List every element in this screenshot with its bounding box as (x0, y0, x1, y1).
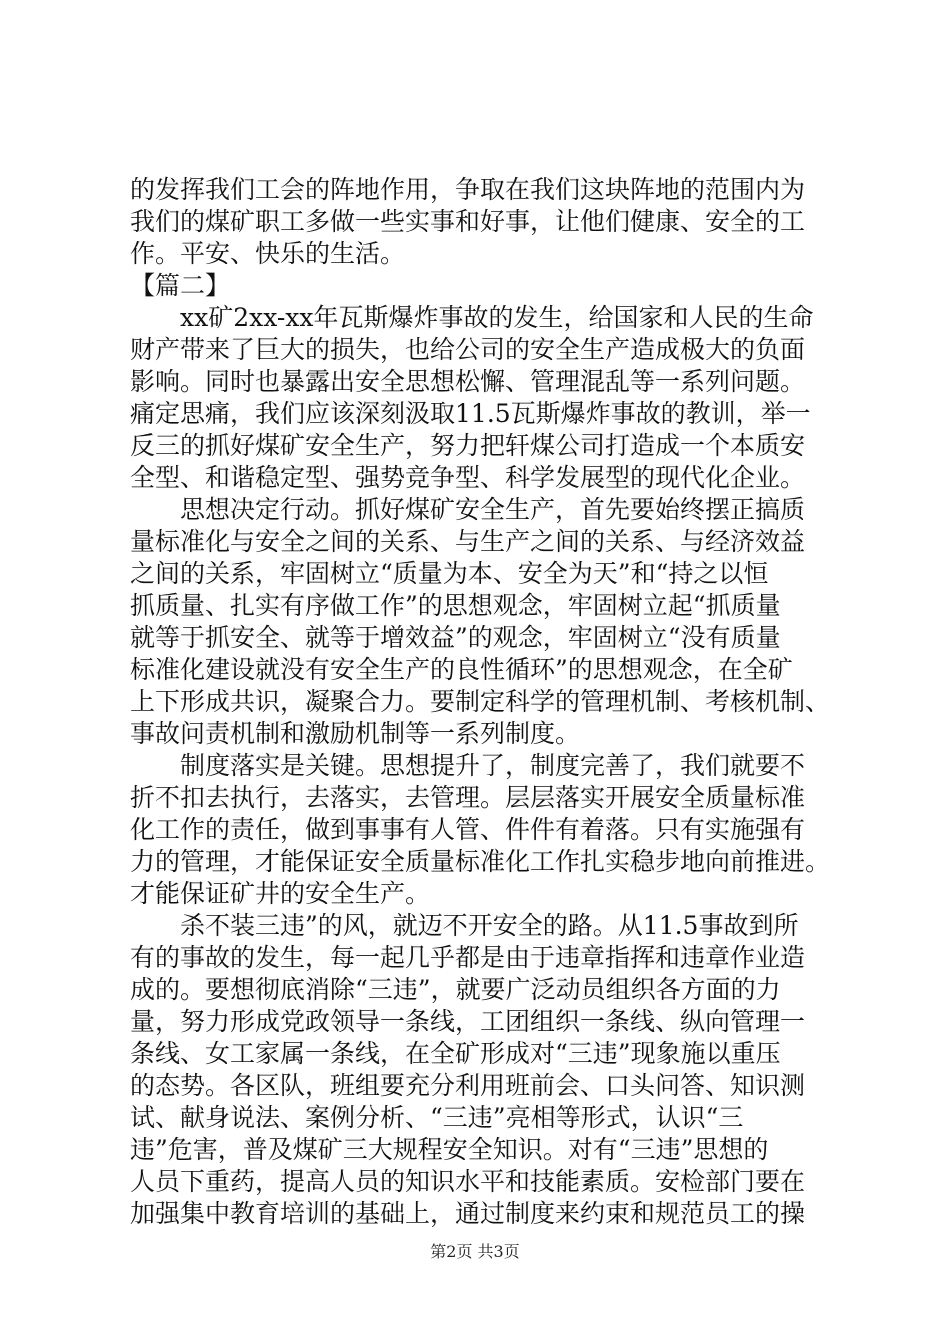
text-line: 试、献身说法、案例分析、“三违”亮相等形式，认识“三 (130, 1103, 744, 1132)
text-line: 反三的抓好煤矿安全生产，努力把轩煤公司打造成一个本质安 (130, 431, 806, 460)
text-line: 思想决定行动。抓好煤矿安全生产，首先要始终摆正搞质 (130, 495, 806, 524)
text-line: 财产带来了巨大的损失，也给公司的安全生产造成极大的负面 (130, 335, 806, 364)
text-line: 的态势。各区队，班组要充分利用班前会、口头问答、知识测 (130, 1071, 806, 1100)
text-line: 我们的煤矿职工多做一些实事和好事，让他们健康、安全的工 (130, 207, 806, 236)
text-line: xx矿2xx-xx年瓦斯爆炸事故的发生，给国家和人民的生命 (130, 303, 814, 332)
text-line: 杀不装三违”的风，就迈不开安全的路。从11.5事故到所 (130, 911, 799, 940)
text-line: 量，努力形成党政领导一条线，工团组织一条线、纵向管理一 (130, 1007, 806, 1036)
page-number-footer: 第2页 共3页 (430, 1242, 520, 1261)
text-line: 痛定思痛，我们应该深刻汲取11.5瓦斯爆炸事故的教训，举一 (130, 399, 811, 428)
text-line: 才能保证矿井的安全生产。 (130, 879, 431, 908)
text-line: 条线、女工家属一条线，在全矿形成对“三违”现象施以重压 (130, 1039, 781, 1068)
text-line: 制度落实是关键。思想提升了，制度完善了，我们就要不 (130, 751, 806, 780)
text-line: 加强集中教育培训的基础上，通过制度来约束和规范员工的操 (130, 1199, 806, 1228)
text-line: 全型、和谐稳定型、强势竞争型、科学发展型的现代化企业。 (130, 463, 806, 492)
text-line: 标准化建设就没有安全生产的良性循环”的思想观念，在全矿 (130, 655, 793, 684)
text-line: 有的事故的发生，每一起几乎都是由于违章指挥和违章作业造 (130, 943, 806, 972)
text-line: 抓质量、扎实有序做工作”的思想观念，牢固树立起“抓质量 (130, 591, 781, 620)
text-line: 事故问责机制和激励机制等一系列制度。 (130, 719, 581, 748)
text-line: 就等于抓安全、就等于增效益”的观念，牢固树立“没有质量 (130, 623, 781, 652)
text-line: 的发挥我们工会的阵地作用，争取在我们这块阵地的范围内为 (130, 175, 806, 204)
text-line: 人员下重药，提高人员的知识水平和技能素质。安检部门要在 (130, 1167, 806, 1196)
text-line: 上下形成共识，凝聚合力。要制定科学的管理机制、考核机制、 (130, 687, 831, 716)
text-line: 成的。要想彻底消除“三违”，就要广泛动员组织各方面的力 (130, 975, 781, 1004)
text-line: 作。平安、快乐的生活。 (130, 239, 406, 268)
text-line: 影响。同时也暴露出安全思想松懈、管理混乱等一系列问题。 (130, 367, 806, 396)
section-heading: 【篇二】 (130, 271, 231, 300)
text-line: 违”危害，普及煤矿三大规程安全知识。对有“三违”思想的 (130, 1135, 769, 1164)
text-line: 折不扣去执行，去落实，去管理。层层落实开展安全质量标准 (130, 783, 806, 812)
text-line: 之间的关系，牢固树立“质量为本、安全为天”和“持之以恒 (130, 559, 769, 588)
body-text (130, 174, 830, 1230)
text-line: 化工作的责任，做到事事有人管、件件有着落。只有实施强有 (130, 815, 806, 844)
text-line: 力的管理，才能保证安全质量标准化工作扎实稳步地向前推进。 (130, 847, 831, 876)
text-line: 量标准化与安全之间的关系、与生产之间的关系、与经济效益 (130, 527, 806, 556)
